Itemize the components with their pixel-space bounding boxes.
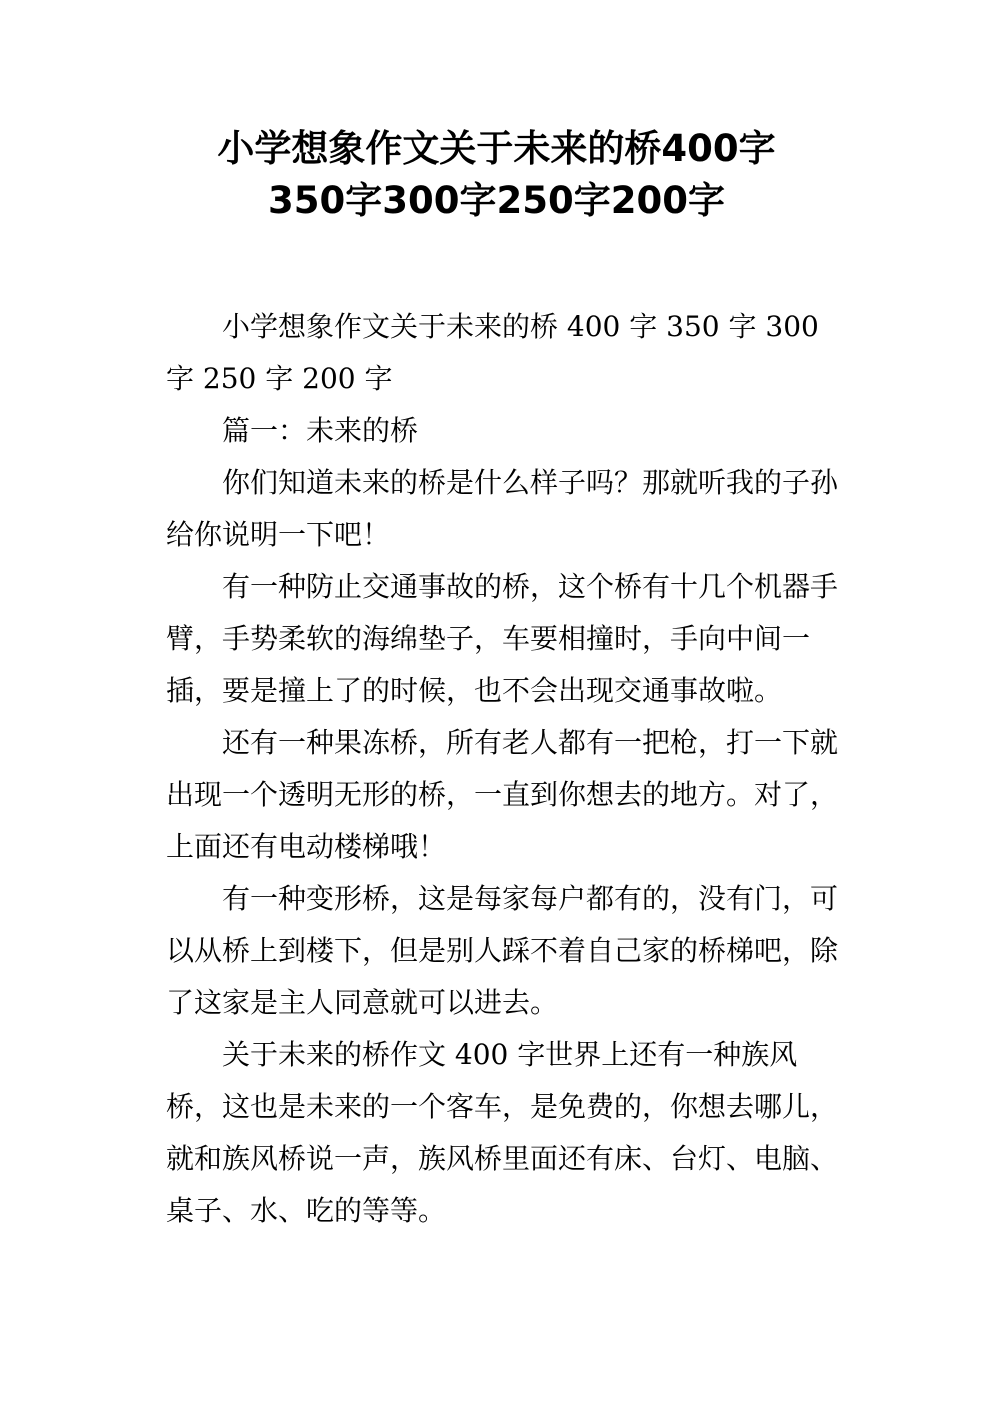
document-title-line-1: 小学想象作文关于未来的桥400字 xyxy=(217,127,776,170)
body-paragraph: 你们知道未来的桥是什么样子吗？那就听我的子孙给你说明一下吧！ xyxy=(166,466,839,551)
body-paragraph: 有一种变形桥，这是每家每户都有的，没有门，可以从桥上到楼下，但是别人踩不着自己家的桥梯吧，除了这家是主人同意就可以进去。 xyxy=(166,882,839,1019)
section-heading: 篇一：未来的桥 xyxy=(222,414,419,447)
document-body xyxy=(166,301,846,1237)
body-paragraph: 关于未来的桥作文 400 字世界上还有一种族风桥，这也是未来的一个客车，是免费的，你想去哪儿，就和族风桥说一声，族风桥里面还有床、台灯、电脑、桌子、水、吃的等等。 xyxy=(166,1038,839,1227)
body-paragraph: 还有一种果冻桥，所有老人都有一把枪，打一下就出现一个透明无形的桥，一直到你想去的地方。对了，上面还有电动楼梯哦！ xyxy=(166,726,839,863)
intro-paragraph: 小学想象作文关于未来的桥 400 字 350 字 300 字 250 字 200 字 xyxy=(166,310,819,395)
document-title-line-2: 350字300字250字200字 xyxy=(268,179,725,222)
body-paragraph: 有一种防止交通事故的桥，这个桥有十几个机器手臂，手势柔软的海绵垫子，车要相撞时，手向中间一插，要是撞上了的时候，也不会出现交通事故啦。 xyxy=(166,570,839,707)
